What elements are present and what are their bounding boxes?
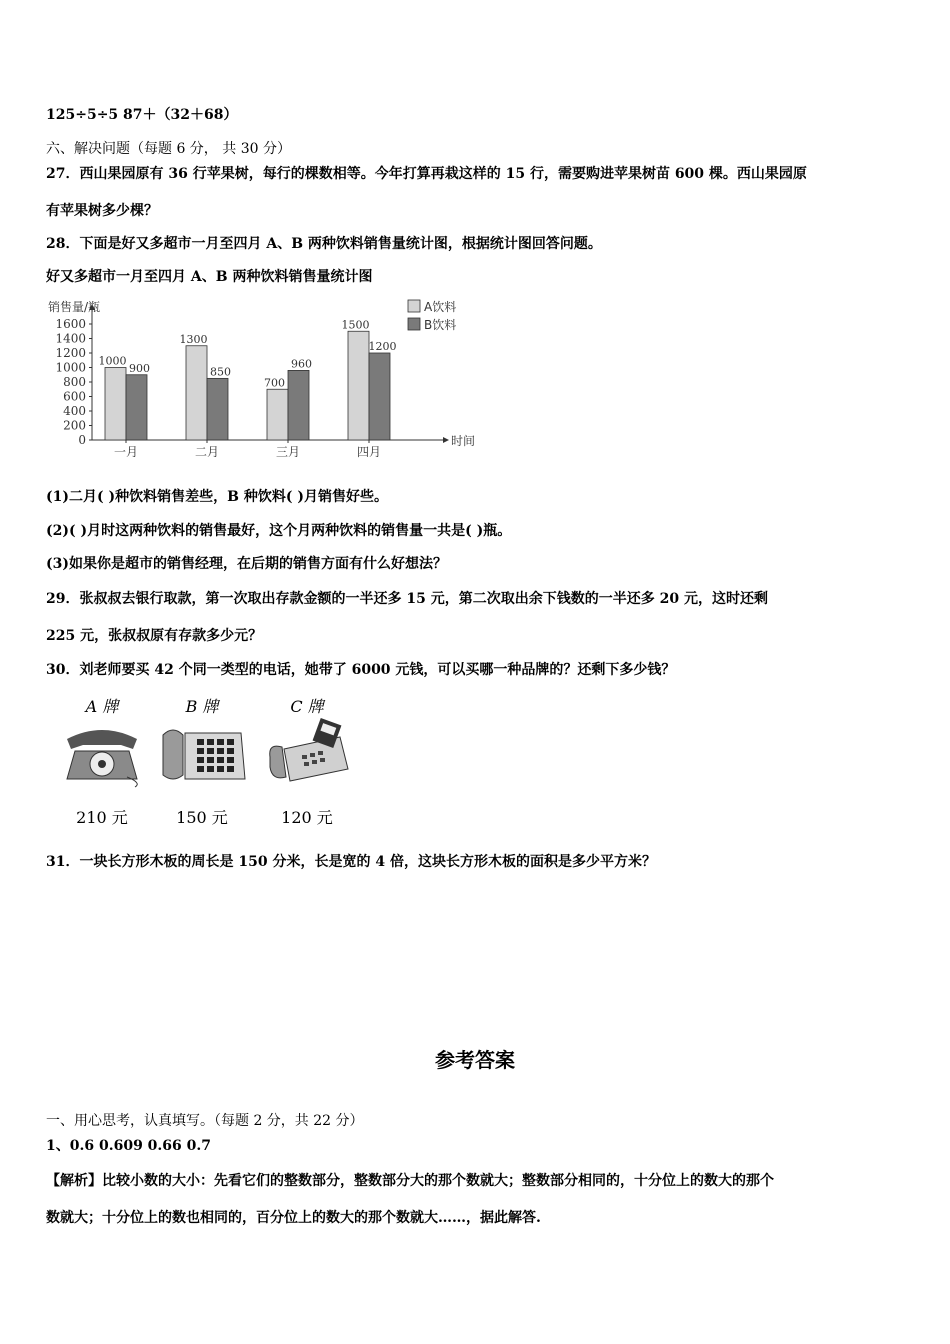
- phone-brand-label: A 牌: [85, 697, 119, 716]
- phone-option-b: [152, 694, 252, 834]
- question-28-part-3: (3)如果你是超市的销售经理，在后期的销售方面有什么好想法？: [46, 556, 447, 572]
- bar-a: [267, 389, 288, 440]
- legend-swatch: [408, 318, 420, 330]
- answer-1-explanation-line-2: 数就大；十分位上的数也相同的，百分位上的数大的那个数就大……，据此解答.: [46, 1210, 541, 1226]
- y-tick-label: 600: [63, 389, 86, 404]
- y-tick-label: 1200: [55, 346, 86, 360]
- bar-value-label: 1300: [179, 332, 208, 346]
- bar-a: [105, 368, 126, 441]
- bar-value-label: 1500: [341, 318, 370, 332]
- question-28-part-1: (1)二月( )种饮料销售差些，B 种饮料( )月销售好些。: [46, 489, 388, 505]
- answer-key-title: 参考答案: [435, 1048, 515, 1072]
- cordless-phone-icon: [262, 717, 352, 787]
- question-30: 30．刘老师要买 42 个同一类型的电话，她带了 6000 元钱，可以买哪一种品牌的？还剩下多少钱？: [46, 662, 676, 678]
- bar-chart: [46, 292, 476, 462]
- chart-title: 好又多超市一月至四月 A、B 两种饮料销售量统计图: [46, 269, 373, 285]
- legend-label: B饮料: [424, 318, 457, 332]
- phone-price-label: 120 元: [281, 808, 333, 827]
- phone-options: [52, 694, 352, 834]
- x-tick-label: 四月: [356, 445, 382, 459]
- bar-value-label: 1200: [368, 340, 397, 353]
- y-axis-label: 销售量/瓶: [48, 300, 101, 314]
- bar-b: [207, 378, 228, 440]
- question-29-line-2: 225 元，张叔叔原有存款多少元？: [46, 628, 263, 644]
- x-axis-arrow: [443, 437, 449, 443]
- legend-swatch: [408, 300, 420, 312]
- bar-value-label: 850: [210, 365, 231, 379]
- x-tick-label: 三月: [275, 445, 301, 459]
- y-tick-label: 800: [63, 375, 86, 389]
- question-28: 28．下面是好又多超市一月至四月 A、B 两种饮料销售量统计图，根据统计图回答问题。: [46, 236, 602, 252]
- question-29-line-1: 29．张叔叔去银行取款，第一次取出存款金额的一半还多 15 元，第二次取出余下钱数的一半还多 20 元，这时还剩: [46, 591, 768, 607]
- bar-a: [348, 331, 369, 440]
- y-tick-label: 1600: [55, 317, 86, 331]
- phone-brand-label: B 牌: [185, 697, 219, 716]
- keypad-phone-icon: [157, 717, 247, 787]
- answer-section-one-heading: 一、用心思考，认真填写。（每题 2 分，共 22 分）: [46, 1113, 364, 1129]
- question-31: 31．一块长方形木板的周长是 150 分米，长是宽的 4 倍，这块长方形木板的面积是多少平方米？: [46, 854, 656, 870]
- bar-value-label: 900: [129, 361, 150, 375]
- bar-value-label: 700: [264, 376, 285, 390]
- section-six-heading: 六、解决问题（每题 6 分， 共 30 分）: [46, 141, 291, 157]
- x-axis-label: 时间: [451, 434, 476, 448]
- y-tick-label: 0: [78, 433, 86, 447]
- phone-price-label: 210 元: [76, 808, 128, 827]
- y-tick-label: 1400: [55, 331, 86, 346]
- x-tick-label: 二月: [194, 445, 220, 459]
- legend-label: A饮料: [424, 300, 457, 314]
- question-27-line-2: 有苹果树多少棵？: [46, 203, 158, 219]
- answer-1-explanation-line-1: 【解析】比较小数的大小：先看它们的整数部分，整数部分大的那个数就大；整数部分相同的，十分位上的数大的那个: [46, 1173, 774, 1189]
- bar-b: [126, 375, 147, 440]
- answer-1: 1、0.6 0.609 0.66 0.7: [46, 1138, 212, 1154]
- x-tick-label: 一月: [113, 445, 139, 459]
- y-tick-label: 1000: [55, 360, 86, 375]
- phone-option-c: [257, 694, 357, 834]
- bar-b: [369, 353, 390, 440]
- y-tick-label: 200: [63, 418, 86, 433]
- phone-price-label: 150 元: [176, 808, 228, 827]
- bar-value-label: 960: [291, 357, 312, 371]
- question-27-line-1: 27．西山果园原有 36 行苹果树，每行的棵数相等。今年打算再栽这样的 15 行，需要购进苹果树苗 600 棵。西山果园原: [46, 166, 807, 182]
- question-28-part-2: (2)( )月时这两种饮料的销售最好，这个月两种饮料的销售量一共是( )瓶。: [46, 523, 512, 539]
- phone-brand-label: C 牌: [290, 697, 324, 716]
- bar-a: [186, 346, 207, 440]
- bar-b: [288, 370, 309, 440]
- bar-value-label: 1000: [98, 354, 127, 368]
- expression-line: 125÷5÷5 87＋（32＋68）: [46, 107, 238, 123]
- y-tick-label: 400: [63, 404, 86, 418]
- rotary-phone-icon: [57, 717, 147, 787]
- phone-option-a: [52, 694, 152, 834]
